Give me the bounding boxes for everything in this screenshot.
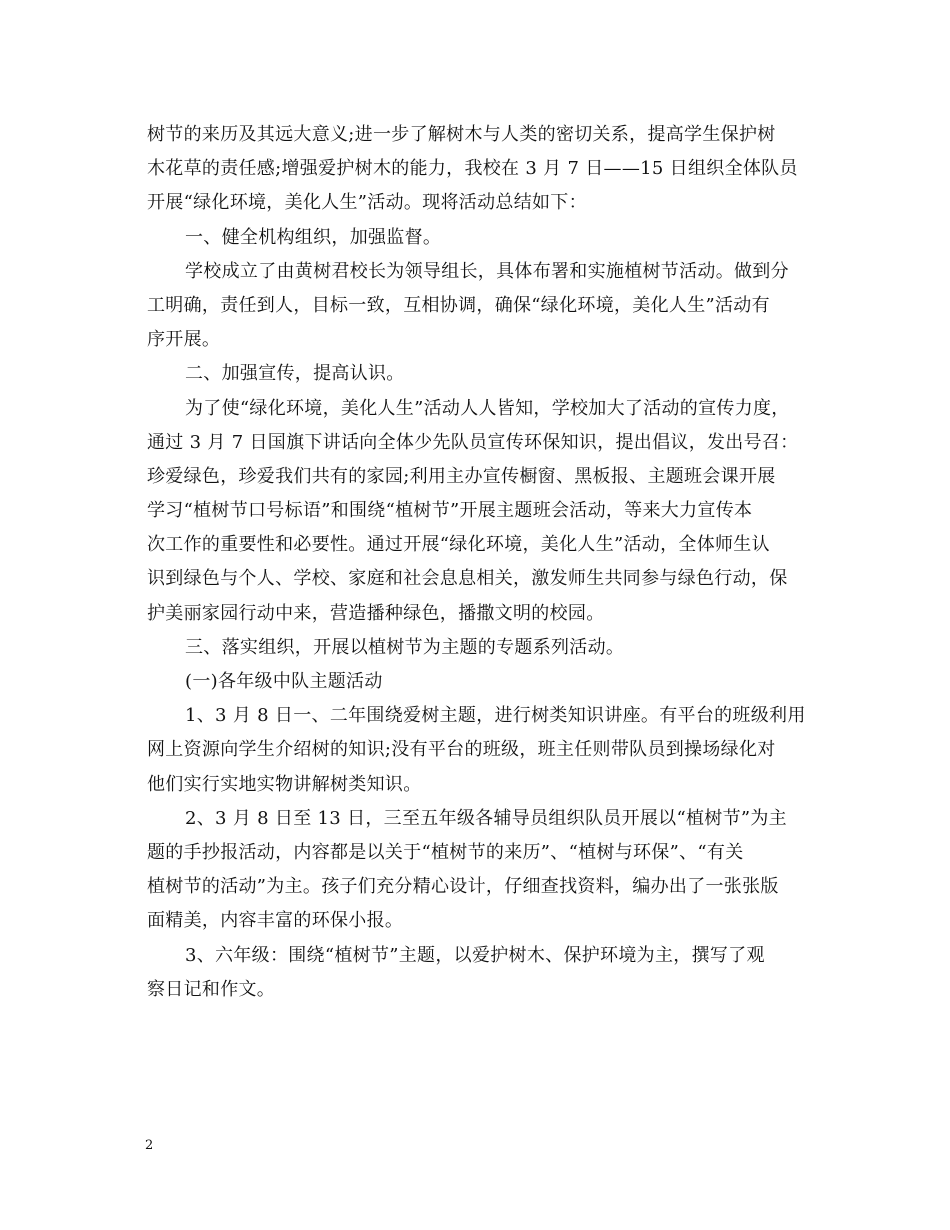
text-line: 序开展。	[147, 329, 221, 351]
text-line: 2、3 月 8 日至 13 日，三至五年级各辅导员组织队员开展以“植树节”为主	[185, 807, 787, 829]
text-line: 题的手抄报活动，内容都是以关于“植树节的来历”、“植树与环保”、“有关	[147, 841, 744, 863]
text-line: 次工作的重要性和必要性。通过开展“绿化环境，美化人生”活动，全体师生认	[147, 534, 770, 556]
text-line: 学习“植树节口号标语”和围绕“植树节”开展主题班会活动，等来大力宣传本	[147, 500, 753, 522]
text-line: 察日记和作文。	[147, 978, 276, 1000]
text-line: 植树节的活动”为主。孩子们充分精心设计，仔细查找资料，编办出了一张张版	[147, 876, 779, 898]
text-line: 通过 3 月 7 日国旗下讲话向全体少先队员宣传环保知识，提出倡议，发出号召：	[147, 431, 799, 453]
text-line: 木花草的责任感;增强爱护树木的能力，我校在 3 月 7 日——15 日组织全体队员	[147, 158, 798, 180]
text-line: 三、落实组织，开展以植树节为主题的专题系列活动。	[185, 636, 625, 658]
body-text	[147, 118, 827, 1007]
text-line: 珍爱绿色，珍爱我们共有的家园;利用主办宣传橱窗、黑板报、主题班会课开展	[147, 465, 776, 487]
text-line: 开展“绿化环境，美化人生”活动。现将活动总结如下：	[147, 192, 587, 214]
text-line: 护美丽家园行动中来，营造播种绿色，播撒文明的校园。	[147, 602, 605, 624]
text-line: 他们实行实地实物讲解树类知识。	[147, 773, 422, 795]
text-line: 识到绿色与个人、学校、家庭和社会息息相关，激发师生共同参与绿色行动，保	[147, 568, 788, 590]
text-line: 1、3 月 8 日一、二年围绕爱树主题，进行树类知识讲座。有平台的班级利用	[185, 705, 806, 727]
text-line: 为了使“绿化环境，美化人生”活动人人皆知，学校加大了活动的宣传力度，	[185, 397, 790, 419]
text-line: (一)各年级中队主题活动	[185, 671, 383, 692]
text-line: 工明确，责任到人，目标一致，互相协调，确保“绿化环境，美化人生”活动有	[147, 294, 770, 316]
page-number: 2	[145, 1138, 154, 1153]
text-line: 二、加强宣传，提高认识。	[185, 363, 405, 385]
text-line: 面精美，内容丰富的环保小报。	[147, 910, 404, 932]
text-line: 网上资源向学生介绍树的知识;没有平台的班级，班主任则带队员到操场绿化对	[147, 739, 776, 761]
text-line: 3、六年级：围绕“植树节”主题，以爱护树木、保护环境为主，撰写了观	[185, 944, 765, 966]
text-line: 学校成立了由黄树君校长为领导组长，具体布署和实施植树节活动。做到分	[185, 260, 789, 282]
text-line: 一、健全机构组织，加强监督。	[185, 226, 442, 248]
text-line: 树节的来历及其远大意义;进一步了解树木与人类的密切关系，提高学生保护树	[147, 124, 776, 145]
